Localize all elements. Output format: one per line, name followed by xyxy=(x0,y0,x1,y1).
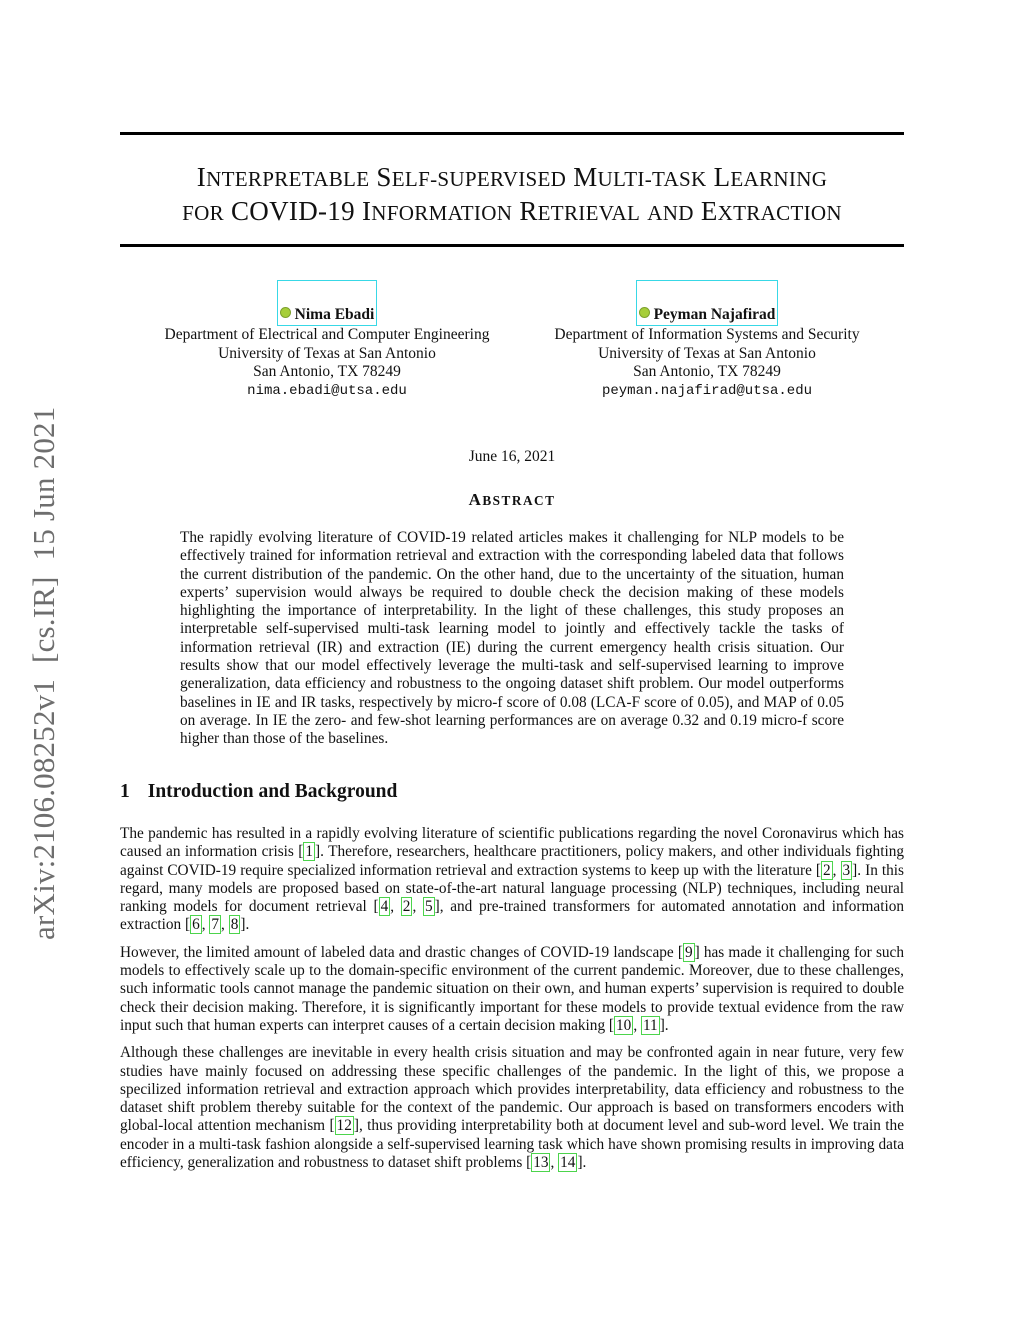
citation-link[interactable]: 1 xyxy=(305,843,314,861)
text-run: ], thus providing interpretability both at document level and sub-word level. We train the encoder in a multi-task fashion alongside a self-supervised learning task which have shown promising results in improving data efficiency, generalization and robustness to dataset shift problems [ xyxy=(120,1117,904,1172)
author-1-university: University of Texas at San Antonio xyxy=(218,344,436,362)
citation-link[interactable]: 3 xyxy=(842,861,851,879)
text-run: Although these challenges are inevitable in every health crisis situation and may be confronted again in near future, very few studies have mainly focused on addressing these specific challenges of the pandemic. In the light of this, we propose a specilized information retrieval and extraction approach which provides interpretability, data efficiency and robustness to the dataset shift problem thereby suitable for the context of the pandemic. Our approach is based on transformers encoders with global-local attention mechanism [ xyxy=(120,1044,904,1135)
title-word: MULTI-TASK xyxy=(573,162,707,192)
text-run: , xyxy=(390,898,401,916)
text-run: ]. xyxy=(240,916,250,934)
title-word: AND xyxy=(647,201,694,225)
author-1-department: Department of Electrical and Computer Engineering xyxy=(164,326,490,343)
paragraph xyxy=(120,944,904,1035)
text-run: ] has made it challenging for such models to effectively scale up to the domain-specific environment of the current pandemic. Moreover, due to these challenges, such informatic tools cannot manage the pandemic situation on their own, and human experts’ supervision is required to double check their decision making. Therefore, it is significantly important for these models to provide textual evidence from the raw input such that human experts can interpret causes of a certain decision making [ xyxy=(120,943,904,1034)
text-run: The pandemic has resulted in a rapidly evolving literature of scientific publications regarding the novel Coronavirus which has caused an information crisis [ xyxy=(120,825,904,861)
text-run: , xyxy=(412,898,423,916)
paragraph xyxy=(120,825,904,935)
text-run: ], and pre-trained transformers for automated annotation and information extraction [ xyxy=(120,898,905,934)
author-1-email[interactable]: nima.ebadi@utsa.edu xyxy=(247,382,407,399)
citation-link[interactable]: 12 xyxy=(336,1117,352,1135)
abstract-heading: ABSTRACT xyxy=(468,490,556,509)
author-2 xyxy=(532,280,882,400)
text-run: , xyxy=(201,916,210,934)
citation-link[interactable]: 6 xyxy=(192,916,200,934)
title-rule-top xyxy=(120,132,904,135)
arxiv-stamp xyxy=(26,391,62,940)
author-2-university: University of Texas at San Antonio xyxy=(598,344,816,362)
author-2-email[interactable]: peyman.najafirad@utsa.edu xyxy=(601,382,813,399)
author-1-location: San Antonio, TX 78249 xyxy=(253,363,401,380)
title-word: INTERPRETABLE xyxy=(196,162,370,192)
title-word: SELF-SUPERVISED xyxy=(376,162,567,192)
citation-link[interactable]: 2 xyxy=(822,861,831,879)
author-2-department: Department of Information Systems and Security xyxy=(554,326,860,343)
text-run: , xyxy=(832,861,841,879)
text-run: However, the limited amount of labeled data and drastic changes of COVID-19 landscape [ xyxy=(120,943,683,961)
arxiv-date: 15 Jun 2021 xyxy=(26,406,61,561)
text-run: ]. Therefore, researchers, healthcare practitioners, policy makers, and other individuals fighting against COVID-19 require specialized information retrieval and extraction systems to keep up with the literature [ xyxy=(120,843,904,879)
title-word: LEARNING xyxy=(713,162,828,192)
text-run: , xyxy=(550,1154,559,1172)
orcid-icon[interactable] xyxy=(639,307,650,318)
title-rule-bottom xyxy=(120,244,904,247)
text-run: , xyxy=(633,1016,641,1034)
title-word: FOR xyxy=(182,201,224,225)
author-2-name-link[interactable]: Peyman Najafirad xyxy=(636,280,779,326)
citation-link[interactable]: 8 xyxy=(230,916,239,934)
author-1 xyxy=(152,280,502,400)
arxiv-id[interactable]: arXiv:2106.08252v1 xyxy=(26,678,61,940)
citation-link[interactable]: 4 xyxy=(380,898,389,916)
citation-link[interactable]: 10 xyxy=(616,1016,632,1034)
citation-link[interactable]: 11 xyxy=(642,1016,658,1034)
section-body xyxy=(120,825,904,1181)
title-word: RETRIEVAL xyxy=(519,196,641,226)
citation-link[interactable]: 2 xyxy=(402,898,411,916)
orcid-icon[interactable] xyxy=(280,307,291,318)
text-run: ]. In this regard, many models are proposed based on state-of-the-art natural language processing (NLP) techniques, including neural ranking models for document retrieval [ xyxy=(120,861,904,916)
text-run: ]. xyxy=(659,1016,669,1034)
title-line-2 xyxy=(120,195,904,229)
author-2-location: San Antonio, TX 78249 xyxy=(633,363,781,380)
section-heading: 1 Introduction and Background xyxy=(120,781,398,802)
citation-link[interactable]: 9 xyxy=(684,943,693,961)
title-word: EXTRACTION xyxy=(700,196,842,226)
paper-title xyxy=(120,161,904,229)
author-1-name-link[interactable]: Nima Ebadi xyxy=(277,280,378,326)
paragraph xyxy=(120,1044,904,1172)
title-line-1 xyxy=(120,161,904,195)
title-word: COVID-19 xyxy=(231,196,355,226)
citation-link[interactable]: 7 xyxy=(211,916,220,934)
title-word: INFORMATION xyxy=(361,196,513,226)
text-run: ]. xyxy=(577,1154,587,1172)
citation-link[interactable]: 5 xyxy=(424,898,433,916)
citation-link[interactable]: 14 xyxy=(560,1154,576,1172)
citation-link[interactable]: 13 xyxy=(533,1154,549,1172)
abstract-text: The rapidly evolving literature of COVID-19 related articles makes it challenging for NLP models to be effectively trained for information retrieval and extraction with the corresponding labeled data that follows the current distribution of the pandemic. On the other hand, due to the uncertainty of the situation, human experts’ supervision would always be required to double check the decision making of these models highlighting the importance of interpretability. In the light of these challenges, this study proposes an interpretable self-supervised multi-task learning model to jointly and effectively tackle the tasks of information retrieval (IR) and extraction (IE) during the current emergency health crisis situation. Our results show that our model effectively leverage the multi-task and self-supervised learning to improve generalization, data efficiency and robustness to the ongoing dataset shift problem. Our model outperforms baselines in IE and IR tasks, respectively by micro-f score of 0.08 (LCA-F score of 0.05), and MAP of 0.05 on average. In IE the zero- and few-shot learning performances are on average 0.32 and 0.19 micro-f score higher than those of the baselines. xyxy=(180,529,844,748)
arxiv-category: [cs.IR] xyxy=(26,576,61,663)
paper-date: June 16, 2021 xyxy=(468,448,556,465)
text-run: , xyxy=(221,916,229,934)
